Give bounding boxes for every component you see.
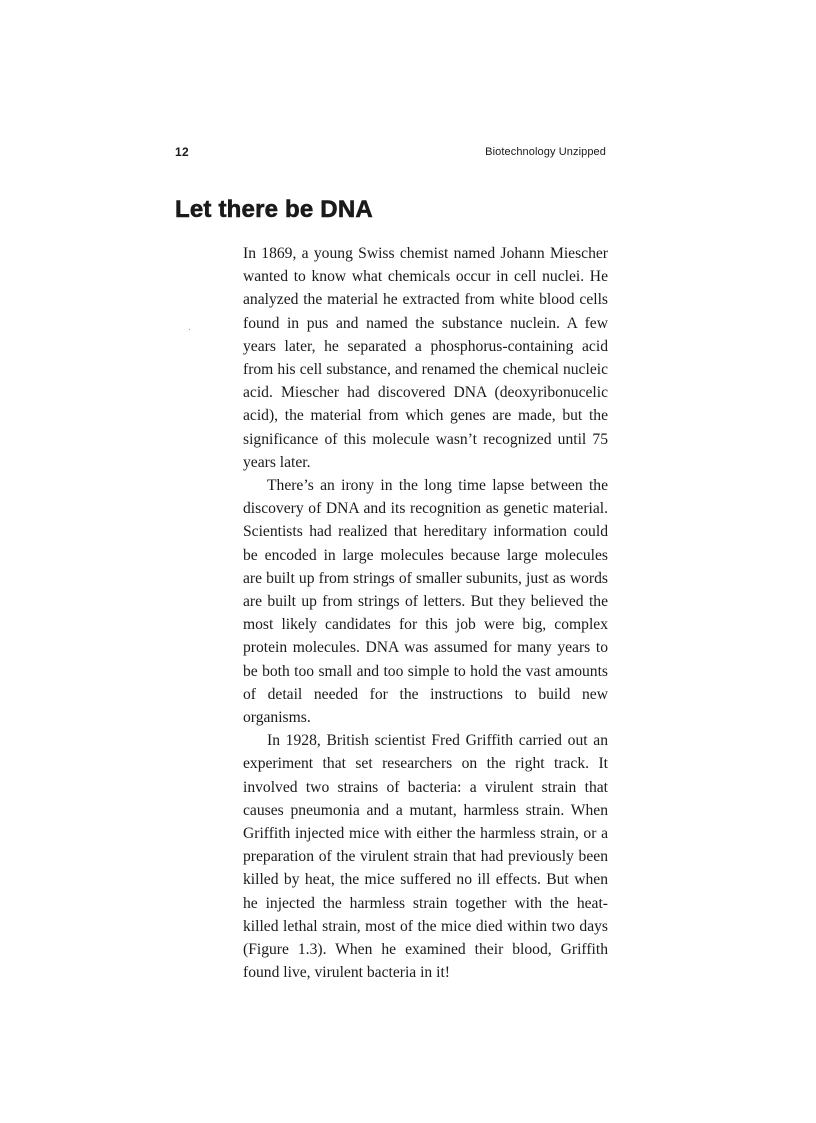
paragraph: There’s an irony in the long time lapse between the discovery of DNA and its recognition as genetic material. Scientists had realized that hereditary information could be encoded in large molecules because large molecules are built up from strings of smaller subunits, just as words are built up from strings of letters. But they believed the most likely candidates for this job were big, complex protein molecules. DNA was assumed for many years to be both too small and too simple to hold the vast amounts of detail needed for the instructions to build new organisms. bbox=[243, 477, 608, 727]
paragraph: In 1928, British scientist Fred Griffith carried out an experiment that set researchers on the right track. It involved two strains of bacteria: a virulent strain that causes pneumonia and a mutant, harmless strain. When Griffith injected mice with either the harmless strain, or a preparation of the virulent strain that had previously been killed by heat, the mice suffered no ill effects. But when he injected the harmless strain together with the heat-killed lethal strain, most of the mice died within two days (Figure 1.3). When he examined their blood, Griffith found live, virulent bacteria in it! bbox=[243, 732, 608, 982]
section-heading: Let there be DNA bbox=[175, 196, 373, 223]
running-head: Biotechnology Unzipped bbox=[485, 146, 606, 158]
page-number: 12 bbox=[175, 145, 189, 159]
paragraph: In 1869, a young Swiss chemist named Johann Miescher wanted to know what chemicals occur in cell nuclei. He analyzed the material he extracted from white blood cells found in pus and named the substance nuclein. A few years later, he separated a phosphorus-containing acid from his cell substance, and renamed the chemical nucleic acid. Miescher had discovered DNA (deoxyribonucelic acid), the material from which genes are made, but the significance of this molecule wasn’t recognized until 75 years later. bbox=[243, 245, 608, 471]
body-text bbox=[243, 242, 608, 985]
scan-speck bbox=[189, 329, 190, 330]
